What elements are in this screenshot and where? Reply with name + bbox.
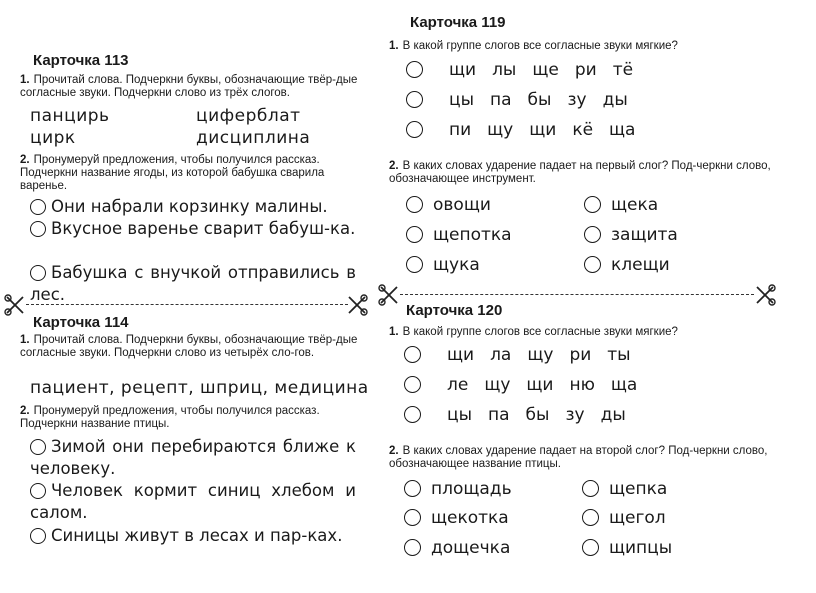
- scissors-icon: [754, 284, 776, 306]
- task-number: 1.: [20, 334, 30, 346]
- option-text: щу: [484, 375, 511, 395]
- task-number: 2.: [389, 160, 399, 172]
- option-text: щи: [447, 345, 475, 365]
- card120-word-option: [404, 508, 509, 528]
- task-number: 1.: [20, 74, 30, 86]
- option-text: зу: [567, 90, 587, 110]
- card119-group-1: [406, 60, 633, 80]
- card120-word-option: [404, 479, 512, 499]
- task-number: 1.: [389, 326, 399, 338]
- option-text: ща: [610, 375, 638, 395]
- card113-word-4: дисциплина: [196, 128, 311, 148]
- answer-circle[interactable]: [584, 196, 601, 213]
- card120-group-1: [404, 345, 631, 365]
- option-text: ды: [602, 90, 628, 110]
- scissors-icon: [346, 294, 368, 316]
- answer-circle[interactable]: [404, 509, 421, 526]
- option-text: па: [490, 90, 512, 110]
- option-text: ще: [532, 60, 559, 80]
- answer-circle[interactable]: [406, 226, 423, 243]
- card113-task2: [20, 154, 360, 193]
- option-text: ты: [607, 345, 631, 365]
- card120-task2: [389, 445, 779, 471]
- card120-word-option: [404, 538, 510, 558]
- answer-circle[interactable]: [406, 256, 423, 273]
- card114-sentence-1: [30, 436, 356, 480]
- option-text: ды: [600, 405, 626, 425]
- card113-sentence-3: [30, 262, 356, 306]
- answer-circle[interactable]: [584, 226, 601, 243]
- option-text: щу: [527, 345, 554, 365]
- sentence-text: Человек кормит синиц хлебом и салом.: [30, 481, 356, 522]
- cut-line: [26, 304, 348, 305]
- option-text: тё: [612, 60, 634, 80]
- answer-circle[interactable]: [30, 199, 46, 215]
- answer-circle[interactable]: [404, 480, 421, 497]
- option-text: щи: [526, 375, 554, 395]
- option-text: ри: [574, 60, 597, 80]
- card113-word-2: циферблат: [196, 106, 301, 126]
- option-text: щегол: [609, 508, 666, 528]
- option-text: пи: [449, 120, 472, 140]
- task-text: В какой группе слогов все согласные звуки мягкие?: [402, 326, 678, 338]
- card120-word-option: [582, 508, 666, 528]
- answer-circle[interactable]: [406, 91, 423, 108]
- card119-group-3: [406, 120, 635, 140]
- task-number: 2.: [389, 445, 399, 457]
- card120-word-option: [582, 538, 672, 558]
- answer-circle[interactable]: [404, 406, 421, 423]
- answer-circle[interactable]: [30, 528, 46, 544]
- card119-word-option: [406, 225, 512, 245]
- card114-sentence-2: [30, 480, 356, 524]
- option-text: щипцы: [609, 538, 673, 558]
- sentence-text: Синицы живут в лесах и пар-ках.: [51, 526, 343, 545]
- option-text: ню: [569, 375, 595, 395]
- card114-task1: [20, 334, 360, 360]
- sentence-text: Вкусное варенье сварит бабуш-ка.: [51, 219, 356, 238]
- card120-group-2: [404, 375, 637, 395]
- answer-circle[interactable]: [582, 539, 599, 556]
- option-text: лы: [492, 60, 517, 80]
- task-text: Прочитай слова. Подчеркни буквы, обозначающие твёр-дые согласные звуки. Подчеркни слово из четырёх сло-гов.: [20, 334, 358, 359]
- option-text: бы: [525, 405, 550, 425]
- option-text: кё: [572, 120, 594, 140]
- scissors-icon: [4, 294, 26, 316]
- answer-circle[interactable]: [582, 509, 599, 526]
- scissors-icon: [378, 284, 400, 306]
- sentence-text: Они набрали корзинку малины.: [51, 197, 328, 216]
- answer-circle[interactable]: [584, 256, 601, 273]
- option-text: щука: [433, 255, 480, 275]
- task-text: Пронумеруй предложения, чтобы получился рассказ. Подчеркни название птицы.: [20, 405, 320, 430]
- sentence-text: Зимой они перебираются ближе к человеку.: [30, 437, 356, 478]
- answer-circle[interactable]: [582, 480, 599, 497]
- card120-group-3: [404, 405, 626, 425]
- option-text: бы: [527, 90, 552, 110]
- card119-task2: [389, 160, 779, 186]
- task-number: 1.: [389, 40, 399, 52]
- option-text: па: [488, 405, 510, 425]
- option-text: цы: [449, 90, 474, 110]
- option-text: клещи: [611, 255, 670, 275]
- card119-group-2: [406, 90, 628, 110]
- answer-circle[interactable]: [30, 221, 46, 237]
- card120-title: Карточка 120: [406, 302, 503, 319]
- card114-sentence-3: [30, 525, 356, 547]
- option-text: зу: [565, 405, 585, 425]
- card114-task2: [20, 405, 360, 431]
- option-text: ри: [569, 345, 592, 365]
- task-text: В каких словах ударение падает на первый слог? Под-черкни слово, обозначающее инструмент.: [389, 160, 771, 185]
- card114-title: Карточка 114: [33, 314, 129, 331]
- cut-line: [400, 294, 754, 295]
- answer-circle[interactable]: [406, 121, 423, 138]
- answer-circle[interactable]: [406, 196, 423, 213]
- card113-title: Карточка 113: [33, 52, 129, 69]
- answer-circle[interactable]: [30, 483, 46, 499]
- card119-word-option: [584, 255, 670, 275]
- task-text: В какой группе слогов все согласные звуки мягкие?: [402, 40, 678, 52]
- card113-word-1: панцирь: [30, 106, 110, 126]
- option-text: щепка: [609, 479, 668, 499]
- task-number: 2.: [20, 405, 30, 417]
- card113-sentence-2: [30, 218, 356, 240]
- answer-circle[interactable]: [406, 61, 423, 78]
- card119-task1: [389, 40, 779, 53]
- task-text: Пронумеруй предложения, чтобы получился рассказ. Подчеркни название ягоды, из которой бабушка сварила варенье.: [20, 154, 325, 192]
- card113-sentence-1: [30, 196, 356, 218]
- option-text: щекотка: [431, 508, 509, 528]
- card120-task1: [389, 326, 779, 339]
- card119-word-option: [406, 255, 480, 275]
- answer-circle[interactable]: [30, 439, 46, 455]
- sentence-text: Бабушка с внучкой отправились в лес.: [30, 263, 356, 304]
- option-text: щека: [611, 195, 659, 215]
- card114-words: пациент, рецепт, шприц, медицина: [30, 378, 369, 398]
- option-text: щепотка: [433, 225, 512, 245]
- option-text: ща: [609, 120, 636, 140]
- card119-word-option: [584, 225, 678, 245]
- card120-word-option: [582, 479, 667, 499]
- answer-circle[interactable]: [30, 265, 46, 281]
- card113-task1: [20, 74, 365, 100]
- option-text: защита: [611, 225, 678, 245]
- answer-circle[interactable]: [404, 376, 421, 393]
- card119-word-option: [406, 195, 491, 215]
- option-text: дощечка: [431, 538, 511, 558]
- card113-word-3: цирк: [30, 128, 76, 148]
- task-text: Прочитай слова. Подчеркни буквы, обозначающие твёр-дые согласные звуки. Подчеркни слово из трёх слогов.: [20, 74, 358, 99]
- task-text: В каких словах ударение падает на второй слог? Под-черкни слово, обозначающее название птицы.: [389, 445, 768, 470]
- option-text: цы: [447, 405, 472, 425]
- option-text: ле: [447, 375, 469, 395]
- task-number: 2.: [20, 154, 30, 166]
- option-text: площадь: [431, 479, 512, 499]
- option-text: щу: [487, 120, 514, 140]
- card119-word-option: [584, 195, 658, 215]
- option-text: ла: [490, 345, 512, 365]
- answer-circle[interactable]: [404, 539, 421, 556]
- option-text: щи: [449, 60, 477, 80]
- card119-title: Карточка 119: [410, 14, 506, 31]
- option-text: овощи: [433, 195, 491, 215]
- answer-circle[interactable]: [404, 346, 421, 363]
- option-text: щи: [529, 120, 557, 140]
